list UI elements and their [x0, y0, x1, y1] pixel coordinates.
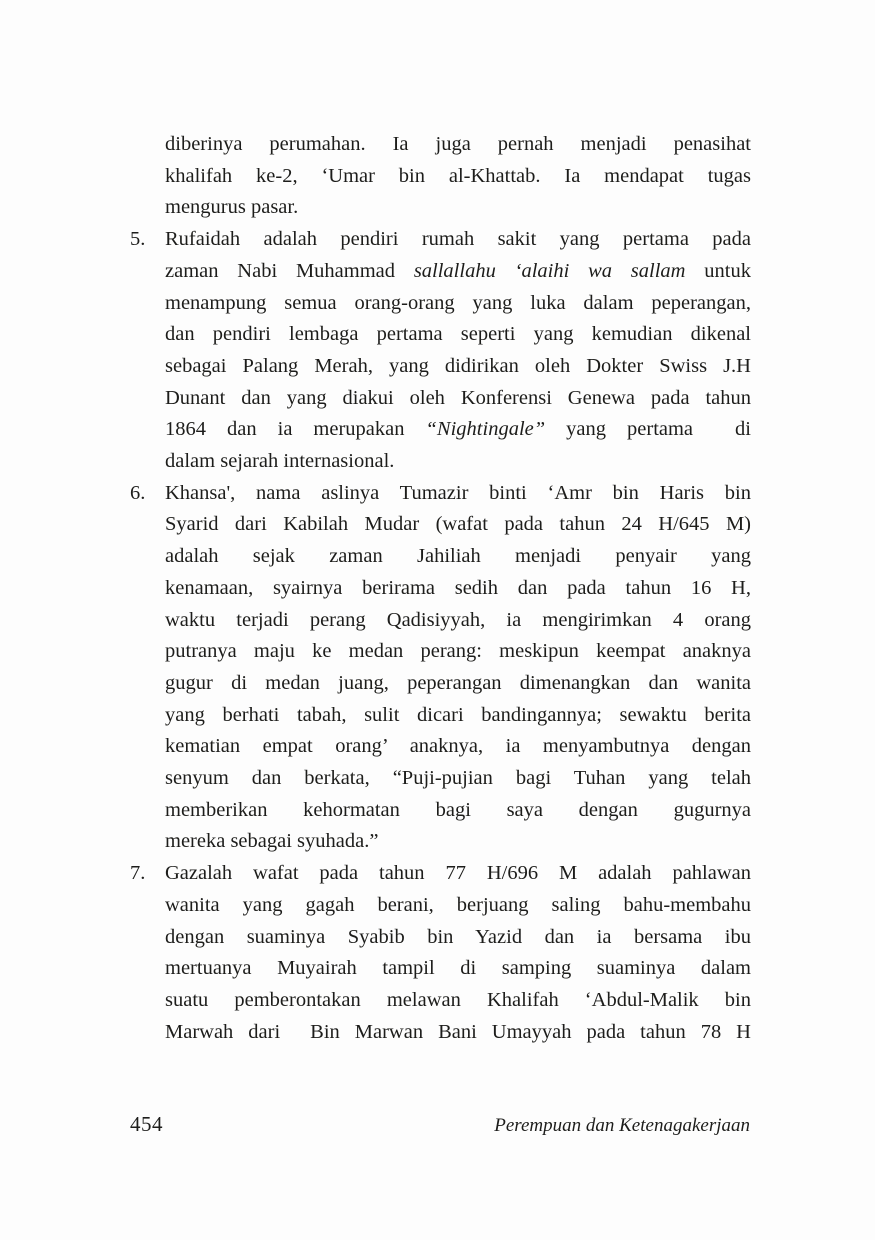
- text-line: [165, 605, 751, 637]
- text-segment: zaman Nabi Muhammad: [165, 259, 414, 282]
- list-item-text: [165, 224, 751, 478]
- page-body: [130, 129, 751, 1048]
- text-line: [165, 192, 751, 224]
- text-line: [165, 890, 751, 922]
- text-segment: adalah sejak zaman Jahiliah menjadi penyair yang: [165, 545, 751, 568]
- text-segment: dalam sejarah internasional.: [165, 450, 395, 473]
- text-segment: yang pertama di: [545, 418, 752, 441]
- text-line: [165, 826, 751, 858]
- text-line: [165, 985, 751, 1017]
- text-segment: wanita yang gagah berani, berjuang saling bahu-membahu: [165, 893, 751, 916]
- text-line: [165, 636, 751, 668]
- text-line: [165, 922, 751, 954]
- text-segment: mengurus pasar.: [165, 196, 299, 219]
- paragraph-continuation: [130, 129, 751, 224]
- text-line: [165, 541, 751, 573]
- text-segment: waktu terjadi perang Qadisiyyah, ia mengirimkan 4 orang: [165, 608, 751, 631]
- list-number: 5.: [130, 228, 146, 251]
- text-line: [165, 351, 751, 383]
- text-segment: memberikan kehormatan bagi saya dengan gugurnya: [165, 798, 751, 821]
- text-segment: mertuanya Muyairah tampil di samping suaminya dalam: [165, 957, 751, 980]
- text-segment: gugur di medan juang, peperangan dimenangkan dan wanita: [165, 671, 751, 694]
- list-number: 6.: [130, 481, 146, 504]
- list-item-text: [165, 858, 751, 1048]
- text-segment: Marwah dari Bin Marwan Bani Umayyah pada tahun 78 H: [165, 1020, 751, 1043]
- numbered-list-item: [130, 478, 751, 858]
- text-segment: putranya maju ke medan perang: meskipun keempat anaknya: [165, 640, 751, 663]
- text-segment: kematian empat orang’ anaknya, ia menyambutnya dengan: [165, 735, 751, 758]
- text-segment: senyum dan berkata, “Puji-pujian bagi Tuhan yang telah: [165, 767, 751, 790]
- text-line: [165, 953, 751, 985]
- text-segment: 1864 dan ia merupakan: [165, 418, 426, 441]
- text-line: [165, 256, 751, 288]
- page-number: 454: [130, 1112, 163, 1136]
- text-line: [165, 414, 751, 446]
- text-segment: Syarid dari Kabilah Mudar (wafat pada tahun 24 H/645 M): [165, 513, 751, 536]
- text-segment: sebagai Palang Merah, yang didirikan oleh Dokter Swiss J.H: [165, 354, 751, 377]
- text-line: [165, 700, 751, 732]
- text-line: [165, 668, 751, 700]
- text-line: [165, 573, 751, 605]
- text-segment: mereka sebagai syuhada.”: [165, 830, 379, 853]
- text-segment: dengan suaminya Syabib bin Yazid dan ia bersama ibu: [165, 925, 751, 948]
- list-number: [130, 129, 165, 224]
- text-segment: yang berhati tabah, sulit dicari bandingannya; sewaktu berita: [165, 703, 751, 726]
- text-segment: Dunant dan yang diakui oleh Konferensi Genewa pada tahun: [165, 386, 751, 409]
- text-segment: suatu pemberontakan melawan Khalifah ‘Abdul-Malik bin: [165, 988, 751, 1011]
- italic-text-segment: sallallahu ‘alaihi wa sallam: [413, 259, 686, 282]
- list-item-text: [165, 129, 751, 224]
- text-line: [165, 1017, 751, 1049]
- running-title: Perempuan dan Ketenagakerjaan: [494, 1115, 750, 1136]
- text-segment: kenamaan, syairnya berirama sedih dan pada tahun 16 H,: [165, 576, 751, 599]
- list-item-text: [165, 478, 751, 858]
- text-line: [165, 731, 751, 763]
- text-line: [165, 383, 751, 415]
- text-line: [165, 446, 751, 478]
- text-segment: Rufaidah adalah pendiri rumah sakit yang pertama pada: [165, 228, 751, 251]
- text-line: [165, 478, 751, 510]
- numbered-list-item: [130, 858, 751, 1048]
- text-line: [165, 161, 751, 193]
- text-segment: khalifah ke-2, ‘Umar bin al-Khattab. Ia mendapat tugas: [165, 164, 751, 187]
- text-segment: menampung semua orang-orang yang luka dalam peperangan,: [165, 291, 751, 314]
- text-line: [165, 763, 751, 795]
- text-line: [165, 795, 751, 827]
- text-segment: diberinya perumahan. Ia juga pernah menjadi penasihat: [165, 133, 751, 155]
- list-number: 7.: [130, 862, 146, 885]
- italic-text-segment: “Nightingale”: [425, 418, 546, 441]
- text-segment: Khansa', nama aslinya Tumazir binti ‘Amr bin Haris bin: [165, 481, 751, 504]
- text-line: [165, 288, 751, 320]
- text-segment: dan pendiri lembaga pertama seperti yang kemudian dikenal: [165, 323, 751, 346]
- text-line: [165, 129, 751, 161]
- text-line: [165, 509, 751, 541]
- text-line: [165, 858, 751, 890]
- page-footer: [130, 1112, 750, 1137]
- numbered-list-item: [130, 224, 751, 478]
- text-line: [165, 224, 751, 256]
- text-line: [165, 319, 751, 351]
- text-segment: untuk: [685, 259, 751, 282]
- text-segment: Gazalah wafat pada tahun 77 H/696 M adalah pahlawan: [165, 862, 751, 885]
